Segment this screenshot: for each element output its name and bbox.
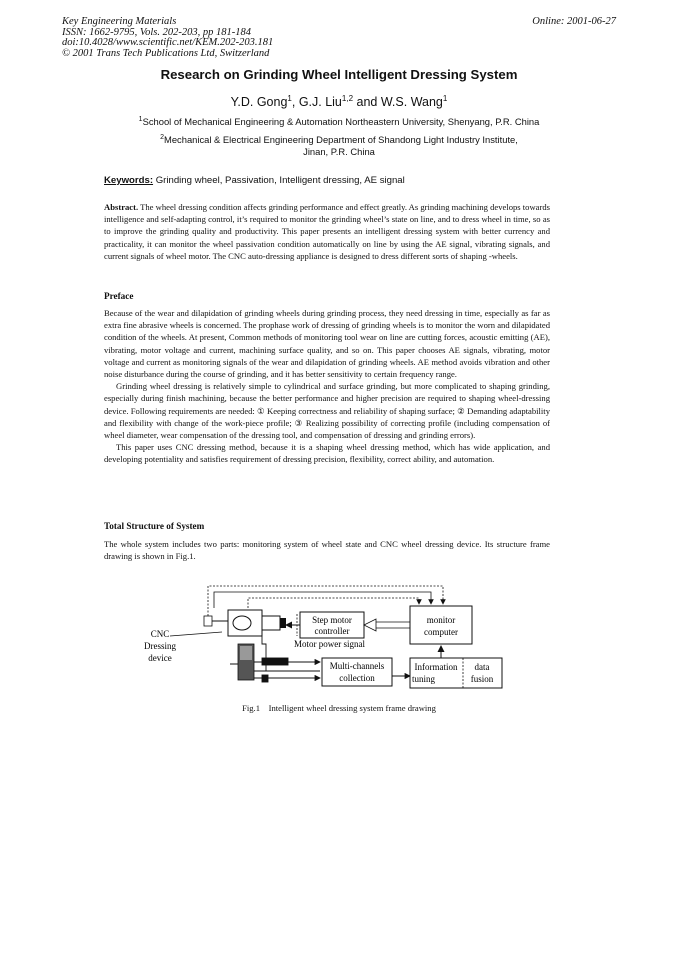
preface-heading: Preface [104, 291, 134, 301]
authors-line: Y.D. Gong$^1$, G.J. Liu$^{1,2}$ and W.S. Wang$^1$ [230, 94, 448, 110]
abstract-label: Abstract. [104, 202, 139, 212]
monitor-computer [410, 606, 472, 644]
structure-heading: Total Structure of System [104, 521, 205, 531]
aff-2-sup: 2 [160, 134, 165, 141]
abstract-paragraph [104, 201, 550, 262]
info-label-2: tuning [412, 674, 436, 684]
monitor-label-1: monitor [426, 615, 456, 625]
preface-paragraph-1: Because of the wear and dilapidation of grinding wheels during grinding process, they need dressing in time, especially as far as extra fine abrasive wheels is concerned. The prophase work of dressing of grinding wheels is to monitor the worn and dilapidated condition of the wheels. At present, Common methods of monitoring tool wear on line are cutting forces, acoustic emitting (AE), vibrating, motor voltage and current, machining surface quality, and so on. This paper chooses AE signals, vibrating, motor voltage and current as monitoring signals of the wear and dilapidation of grinding wheels. AE method avoids vibration and other noise disturbance during the course of grinding, and it has better sensitivity to certain frequency range. [104, 308, 550, 380]
preface-body [104, 307, 550, 466]
preface-paragraph-2: Grinding wheel dressing is relatively simple to cylindrical and surface grinding, but more complicated to shaping grinding, especially during finish machining, because the better performance and higher precision are required to shaping wheel-dressing device. Following requirements are needed: ① Keeping correctness and reliability of shaping surface; ② Demanding adaptability and flexibility with change of the work-piece profile; ③ Realizing possibility of correcting profile (including compensation of wheel diameter, wear compensation of the dressing tool, and compensation of dressing and grinding errors). [104, 381, 550, 441]
keywords-text: Grinding wheel, Passivation, Intelligent dressing, AE signal [155, 175, 405, 186]
cnc-label-3: device [148, 653, 172, 663]
info-label-1: Information [414, 662, 458, 672]
abstract-text: The wheel dressing condition affects grinding performance and effect greatly. As grinding machining develops towards intelligence and self-adapting control, it’s required to monitor the grinding wheel’s state on line, and to dress wheel in time, so as to improve the grinding quality and productivity. This paper presents an intelligent dressing system with better currency and practicality, it can monitor the wheel passivation condition automatically on line by using the AE signal, vibrating signals, and current signals of wheel motor. The CNC auto-dressing appliance is designed to dress different sorts of shaping -wheels. [104, 202, 550, 261]
figure-1-diagram [130, 578, 520, 696]
aff-1-sup: 1 [138, 116, 143, 123]
data-label-2: fusion [470, 674, 494, 684]
cnc-label-1: CNC [150, 629, 170, 639]
journal-name: Key Engineering Materials [62, 16, 177, 27]
author-2: G.J. Liu [298, 95, 342, 110]
author-sep: and [353, 95, 381, 110]
aff-2-line1: Mechanical & Electrical Engineering Department of Shandong Light Industry Institute, [164, 134, 518, 146]
data-label-1: data [474, 662, 490, 672]
keywords-label: Keywords: [104, 175, 154, 186]
affiliation-1 [0, 116, 678, 127]
author-1-sup: 1 [287, 94, 292, 103]
info-fusion-block [410, 658, 502, 688]
aff-2-line2: Jinan, P.R. China [303, 146, 375, 157]
affiliation-2 [0, 134, 678, 145]
issn-line: ISSN: 1662-9795, Vols. 202-203, pp 181-184 [62, 26, 251, 38]
multi-label-1: Multi-channels [329, 661, 385, 671]
step-label-2: controller [314, 626, 350, 636]
step-motor-controller [300, 612, 364, 638]
motor-power-label: Motor power signal [294, 639, 365, 649]
preface-paragraph-3: This paper uses CNC dressing method, because it is a shaping wheel dressing method, which has wide application, and developing potentiality and satisfies requirement of dressing precision, flexibility, correct ability, and automation. [104, 442, 550, 465]
doi-line: doi:10.4028/www.scientific.net/KEM.202-203.181 [62, 37, 274, 48]
structure-paragraph: The whole system includes two parts: monitoring system of wheel state and CNC wheel dressing device. Its structure frame drawing is shown in Fig.1. [104, 539, 550, 562]
paper-title: Research on Grinding Wheel Intelligent Dressing System [160, 67, 518, 82]
multi-channels-collection [322, 658, 392, 686]
cnc-label-2: Dressing [144, 641, 176, 651]
keywords-line [104, 175, 405, 186]
header-block [62, 17, 273, 59]
step-label-1: Step motor [312, 615, 352, 625]
multi-label-2: collection [339, 673, 375, 683]
author-1: Y.D. Gong [230, 95, 288, 110]
aff-1-text: School of Mechanical Engineering & Automation Northeastern University, Shenyang, P.R. China [142, 116, 540, 128]
author-3-sup: 1 [442, 94, 448, 103]
author-3: W.S. Wang [380, 95, 443, 110]
copyright-line: © 2001 Trans Tech Publications Ltd, Switzerland [62, 47, 270, 59]
monitor-label-2: computer [424, 627, 458, 637]
cnc-dressing-device [170, 632, 254, 680]
online-date: Online: 2001-06-27 [532, 16, 616, 27]
figure-1-caption: Fig.1 Intelligent wheel dressing system frame drawing [242, 703, 436, 713]
author-2-sup: 1,2 [341, 94, 354, 103]
